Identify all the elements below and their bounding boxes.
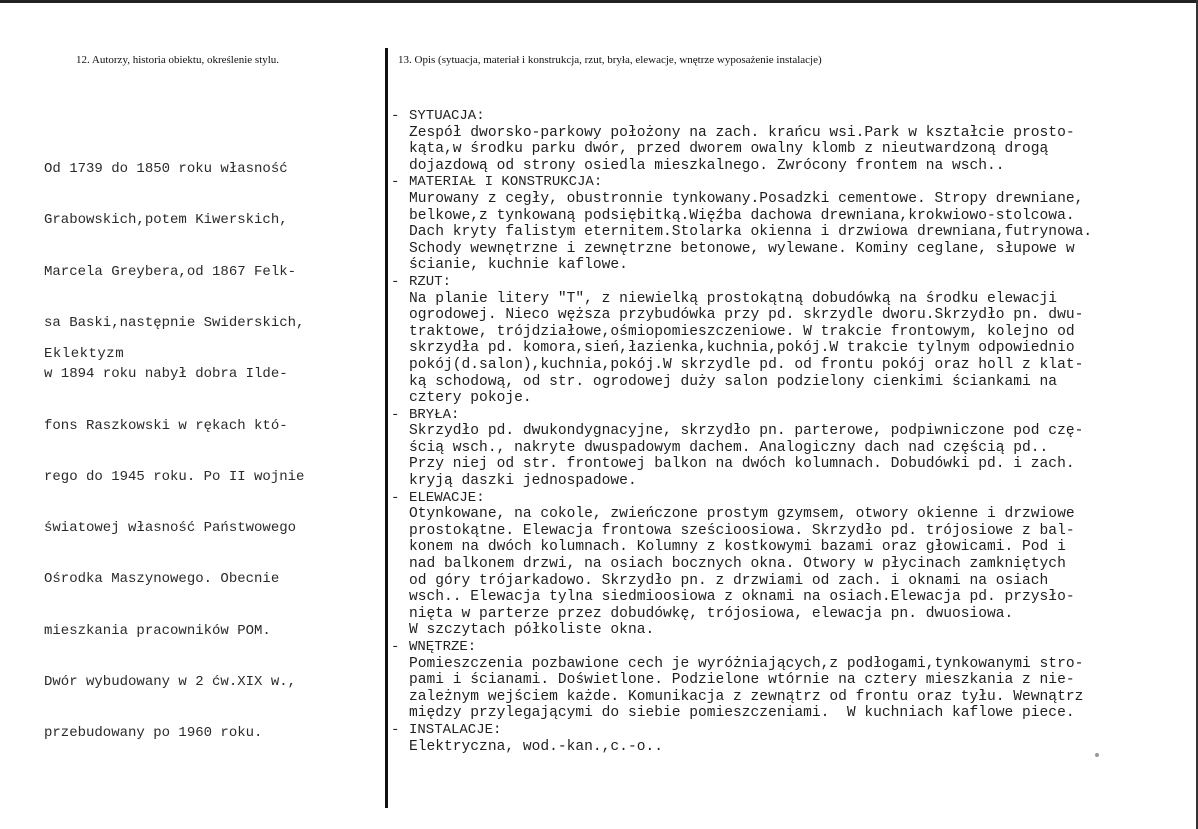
section-line: zależnym wejściem każde. Komunikacja z zewnątrz od frontu oraz tyłu. Wewnątrz (409, 688, 1084, 705)
section-line: W szczytach półkoliste okna. (409, 622, 655, 639)
history-line: fons Raszkowski w rękach któ- (44, 417, 288, 434)
section-instalacje (391, 722, 1191, 755)
section-line: Schody wewnętrzne i zewnętrzne betonowe, wylewane. Kominy ceglane, słupowe w (409, 240, 1075, 257)
page-top-edge (0, 0, 1198, 3)
section-line: Zespół dworsko-parkowy położony na zach. krańcu wsi.Park w kształcie prosto- (409, 124, 1075, 141)
section-line: między przylegającymi do siebie pomieszczeniami. W kuchniach kaflowe piece. (409, 705, 1075, 722)
section-rzut (391, 274, 1191, 407)
section-wnetrze (391, 639, 1191, 722)
section-heading: ELEWACJE: (409, 489, 485, 506)
bullet-dash: - (391, 174, 400, 191)
left-column-header: 12. Autorzy, historia obiektu, określenie stylu. (76, 54, 280, 66)
section-line: Otynkowane, na cokole, zwieńczone prostym gzymsem, otwory okienne i drzwiowe (409, 506, 1075, 523)
section-line: kąta,w środku parku dwór, przed dworem owalny klomb z nieutwardzoną drogą (409, 141, 1049, 158)
bullet-dash: - (391, 639, 400, 655)
section-line: ką schodową, od str. ogrodowej duży salon podzielony cienkimi ściankami na (409, 373, 1058, 390)
section-material (391, 174, 1191, 274)
column-divider (385, 48, 388, 808)
bullet-dash: - (391, 108, 400, 124)
history-line: Grabowskich,potem Kiwerskich, (44, 212, 288, 229)
section-heading: SYTUACJA: (409, 108, 485, 124)
history-line: światowej własność Państwowego (44, 520, 297, 537)
section-line: nięta w parterze przez dobudówkę, trójosiowa, elewacja pn. dwuosiowa. (409, 605, 1014, 622)
section-heading: MATERIAŁ I KONSTRUKCJA: (409, 174, 603, 191)
history-line: Od 1739 do 1850 roku własność (44, 161, 288, 178)
section-elewacje (391, 490, 1191, 639)
description-text (391, 108, 1191, 755)
section-line: dojazdową od strony osiedla mieszkalnego. Zwrócony frontem na wsch.. (409, 157, 1005, 174)
bullet-dash: - (391, 273, 400, 290)
history-line: mieszkania pracowników POM. (44, 622, 271, 639)
bullet-dash: - (391, 489, 400, 506)
section-heading: RZUT: (409, 273, 452, 290)
section-line: pokój(d.salon),kuchnia,pokój.W skrzydle pd. od frontu pokój oraz holl z klat- (409, 356, 1084, 373)
history-line: Marcela Greybera,od 1867 Felk- (44, 263, 297, 280)
section-heading: WNĘTRZE: (409, 639, 477, 655)
section-line: Elektryczna, wod.-kan.,c.-o.. (409, 738, 663, 755)
section-line: prostokątne. Elewacja frontowa sześcioosiowa. Skrzydło pd. trójosiowe z bal- (409, 522, 1075, 539)
section-line: Przy niej od str. frontowej balkon na dwóch kolumnach. Dobudówki pd. i zach. (409, 456, 1075, 473)
section-bryla (391, 407, 1191, 490)
scan-speck (1095, 753, 1099, 757)
history-line: sa Baski,następnie Swiderskich, (44, 315, 305, 332)
section-line: ścianie, kuchnie kaflowe. (409, 257, 628, 274)
bullet-dash: - (391, 406, 400, 423)
section-sytuacja (391, 108, 1191, 174)
history-line: Ośrodka Maszynowego. Obecnie (44, 571, 280, 588)
section-line: traktowe, trójdziałowe,ośmiopomieszczeniowe. W trakcie frontowym, kolejno od (409, 323, 1075, 340)
style-classification: Eklektyzm (44, 346, 125, 362)
section-line: wsch.. Elewacja tylna siedmioosiowa z oknami na osiach.Elewacja pd. przysło- (409, 589, 1075, 606)
history-line: przebudowany po 1960 roku. (44, 725, 263, 742)
section-heading: INSTALACJE: (409, 721, 502, 738)
section-line: ogrodowej. Nieco węższa przybudówka przy pd. skrzydle dworu.Skrzydło pn. dwu- (409, 307, 1084, 324)
section-line: cztery pokoje. (409, 390, 532, 407)
section-line: belkowe,z tynkowaną podsiębitką.Więźba dachowa drewniana,krokwiowo-stolcowa. (409, 207, 1075, 224)
section-line: Skrzydło pd. dwukondygnacyjne, skrzydło pn. parterowe, podpiwniczone pod czę- (409, 423, 1084, 440)
section-line: skrzydła pd. komora,sień,łazienka,kuchnia,pokój.W trakcie tylnym odpowiednio (409, 340, 1075, 357)
section-line: konem na dwóch kolumnach. Kolumny z kostkowymi bazami oraz głowicami. Pod i (409, 539, 1066, 556)
section-line: Murowany z cegły, obustronnie tynkowany.Posadzki cementowe. Stropy drewniane, (409, 190, 1084, 207)
history-line: rego do 1945 roku. Po II wojnie (44, 468, 305, 485)
history-text (44, 127, 379, 759)
section-line: Pomieszczenia pozbawione cech je wyróżniających,z podłogami,tynkowanymi stro- (409, 655, 1084, 672)
history-line: Dwór wybudowany w 2 ćw.XIX w., (44, 674, 297, 690)
section-line: nad balkonem drzwi, na osiach bocznych okna. Otwory w płycinach zamkniętych (409, 556, 1066, 573)
section-line: od góry trójarkadowo. Skrzydło pn. z drzwiami od zach. i oknami na osiach (409, 572, 1049, 589)
section-line: kryją daszki jednospadowe. (409, 473, 637, 490)
section-line: ścią wsch., nakryte dwuspadowym dachem. Analogiczny dach nad częścią pd.. (409, 439, 1049, 456)
bullet-dash: - (391, 721, 400, 738)
right-column-header: 13. Opis (sytuacja, materiał i konstrukcja, rzut, bryła, elewacje, wnętrze wyposażenie instalacje) (398, 54, 822, 66)
section-heading: BRYŁA: (409, 406, 460, 423)
section-line: Na planie litery "T", z niewielką prostokątną dobudówką na środku elewacji (409, 290, 1058, 307)
section-line: Dach kryty falistym eternitem.Stolarka okienna i drzwiowa drewniana,futrynowa. (409, 224, 1093, 241)
history-line: w 1894 roku nabył dobra Ilde- (44, 366, 288, 383)
section-line: pami i ścianami. Doświetlone. Podzielone wtórnie na cztery mieszkania z nie- (409, 672, 1075, 689)
